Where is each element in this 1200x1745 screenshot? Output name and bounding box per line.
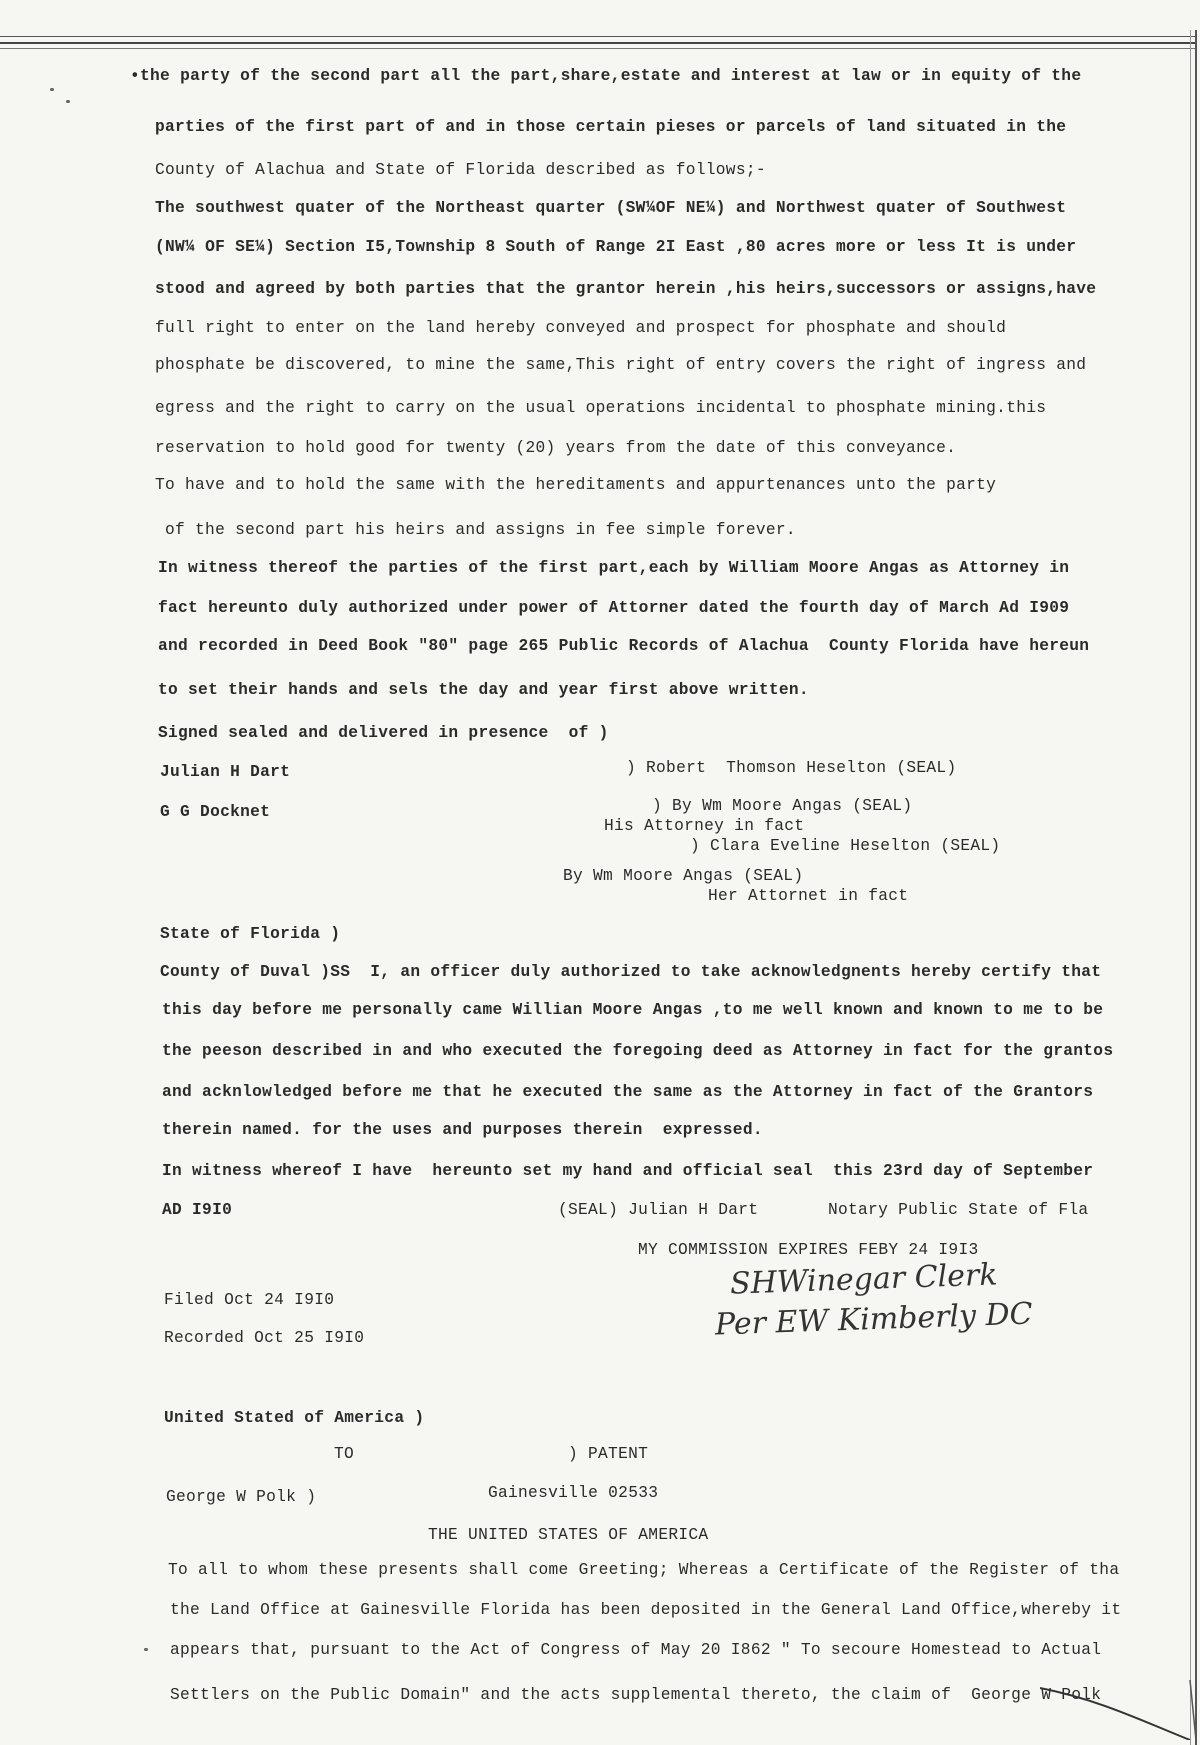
notary-signature: (SEAL) Julian H Dart	[558, 1201, 759, 1219]
text-line: and recorded in Deed Book "80" page 265 Public Records of Alachua County Florida have hereun	[158, 637, 1090, 655]
attorney-signature: By Wm Moore Angas (SEAL)	[563, 867, 804, 885]
text-line: appears that, pursuant to the Act of Congress of May 20 I862 " To secoure Homestead to Actual	[170, 1641, 1102, 1659]
ink-speck	[50, 88, 54, 91]
text-line: Gainesville 02533	[488, 1484, 659, 1502]
recorded-date: Recorded Oct 25 I9I0	[164, 1329, 365, 1347]
text-line: In witness whereof I have hereunto set my hand and official seal this 23rd day of September	[162, 1162, 1094, 1180]
text-line: United Stated of America )	[164, 1409, 425, 1427]
text-line: the peeson described in and who executed the foregoing deed as Attorney in fact for the grantos	[162, 1042, 1114, 1060]
page-edge-inner	[1190, 30, 1191, 1745]
text-line: TO	[334, 1445, 355, 1463]
top-rule-thick	[0, 42, 1195, 44]
notary-title: Notary Public State of Fla	[828, 1201, 1089, 1219]
text-line: Settlers on the Public Domain" and the acts supplemental thereto, the claim of George W Polk	[170, 1686, 1102, 1704]
attorney-caption: His Attorney in fact	[604, 817, 805, 835]
page-curl-mark	[1040, 1680, 1200, 1740]
grantor-signature: ) Robert Thomson Heselton (SEAL)	[626, 759, 957, 777]
text-line: County of Duval )SS I, an officer duly authorized to take acknowledgnents hereby certify that	[160, 963, 1102, 981]
text-line: to set their hands and sels the day and year first above written.	[158, 681, 809, 699]
text-line: stood and agreed by both parties that the grantor herein ,his heirs,successors or assigns,have	[155, 280, 1097, 298]
text-line: To all to whom these presents shall come Greeting; Whereas a Certificate of the Register of tha	[168, 1561, 1120, 1579]
text-line: (NW¼ OF SE¼) Section I5,Township 8 South of Range 2I East ,80 acres more or less It is under	[155, 238, 1077, 256]
text-line: full right to enter on the land hereby conveyed and prospect for phosphate and should	[155, 319, 1007, 337]
text-line: and acknlowledged before me that he executed the same as the Attorney in fact of the Grantors	[162, 1083, 1094, 1101]
attorney-signature: ) By Wm Moore Angas (SEAL)	[652, 797, 913, 815]
top-rule	[0, 36, 1195, 37]
text-line: AD I9I0	[162, 1201, 233, 1219]
grantor-signature: ) Clara Eveline Heselton (SEAL)	[690, 837, 1001, 855]
attorney-caption: Her Attornet in fact	[708, 887, 909, 905]
text-line: County of Alachua and State of Florida described as follows;-	[155, 161, 766, 179]
text-line: ) PATENT	[568, 1445, 649, 1463]
commission-expiry: MY COMMISSION EXPIRES FEBY 24 I9I3	[638, 1241, 979, 1259]
text-line: phosphate be discovered, to mine the same,This right of entry covers the right of ingress and	[155, 356, 1087, 374]
text-line: THE UNITED STATES OF AMERICA	[428, 1526, 709, 1544]
ink-speck	[144, 1648, 148, 1651]
text-line: In witness thereof the parties of the first part,each by William Moore Angas as Attorney in	[158, 559, 1070, 577]
text-line: egress and the right to carry on the usual operations incidental to phosphate mining.this	[155, 399, 1047, 417]
text-line: parties of the first part of and in those certain pieses or parcels of land situated in the	[155, 118, 1067, 136]
top-rule-lower	[0, 48, 1195, 49]
text-line: this day before me personally came Willian Moore Angas ,to me well known and known to me to be	[162, 1001, 1104, 1019]
page-edge	[1195, 30, 1197, 1745]
text-line: therein named. for the uses and purposes therein expressed.	[162, 1121, 763, 1139]
ink-speck	[66, 100, 70, 103]
text-line: reservation to hold good for twenty (20) years from the date of this conveyance.	[155, 439, 957, 457]
clerk-signature: SHWinegar Clerk	[729, 1257, 999, 1302]
text-line: To have and to hold the same with the hereditaments and appurtenances unto the party	[155, 476, 997, 494]
deputy-clerk-signature: Per EW Kimberly DC	[714, 1296, 1034, 1343]
text-line: George W Polk )	[166, 1488, 317, 1506]
witness-name: G G Docknet	[160, 803, 271, 821]
text-line: State of Florida )	[160, 925, 341, 943]
text-line: •the party of the second part all the part,share,estate and interest at law or in equity of the	[130, 67, 1082, 85]
text-line: Signed sealed and delivered in presence of )	[158, 724, 609, 742]
filed-date: Filed Oct 24 I9I0	[164, 1291, 335, 1309]
text-line: of the second part his heirs and assigns in fee simple forever.	[165, 521, 796, 539]
text-line: fact hereunto duly authorized under power of Attorner dated the fourth day of March Ad I909	[158, 599, 1070, 617]
witness-name: Julian H Dart	[160, 763, 291, 781]
text-line: the Land Office at Gainesville Florida has been deposited in the General Land Office,whereby it	[170, 1601, 1122, 1619]
text-line: The southwest quater of the Northeast quarter (SW¼OF NE¼) and Northwest quater of Southwest	[155, 199, 1067, 217]
